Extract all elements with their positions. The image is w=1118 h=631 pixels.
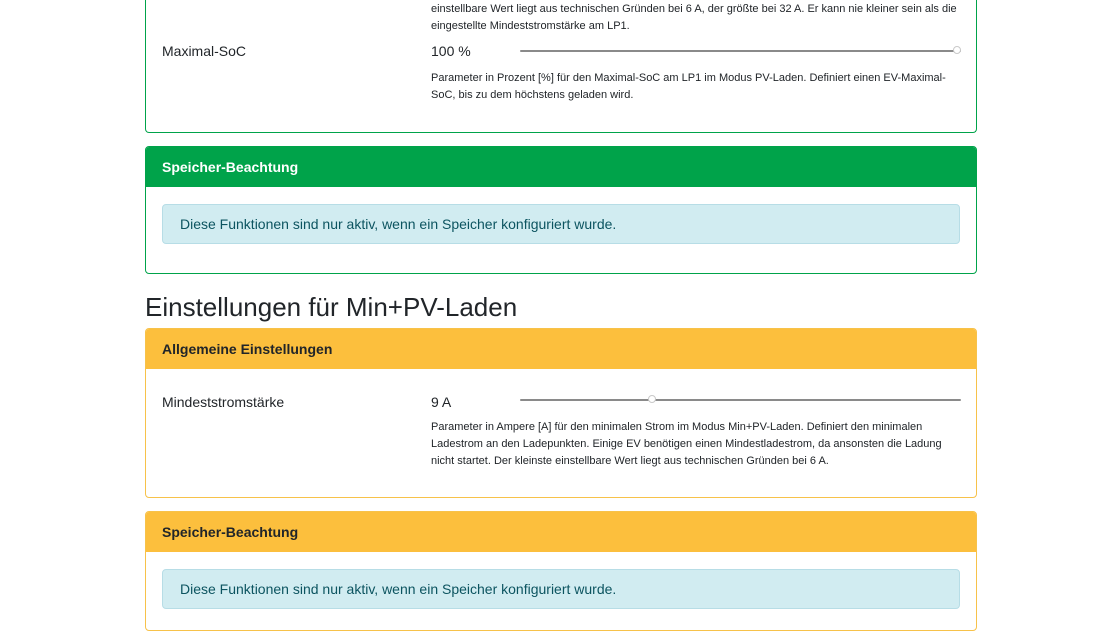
max-soc-slider[interactable] — [520, 45, 961, 57]
max-soc-value: 100 % — [431, 43, 471, 59]
max-soc-help: Parameter in Prozent [%] für den Maximal-SoC am LP1 im Modus PV-Laden. Definiert einen EV-Maximal-SoC, bis zu dem höchstens geladen wird. — [431, 72, 946, 101]
max-soc-slider-thumb[interactable] — [953, 46, 961, 54]
max-soc-label: Maximal-SoC — [162, 43, 247, 59]
min-current-slider-track — [520, 399, 961, 401]
minpv-section-title: Einstellungen für Min+PV-Laden — [145, 292, 518, 322]
content — [145, 0, 977, 614]
pv-settings-card — [145, 0, 977, 133]
minpv-general-card — [145, 328, 977, 498]
min-current-slider-thumb[interactable] — [648, 395, 656, 403]
min-current-help: Parameter in Ampere [A] für den minimalen Strom im Modus Min+PV-Laden. Definiert den minimalen Ladestrom an den Ladepunkten. Einige EV benötigen einen Mindestladestrom, da ansonsten die Ladung nicht startet. Der kleinste einstellbare Wert liegt aus technischen Gründen bei 6 A. — [431, 421, 942, 467]
pv-storage-header: Speicher-Beachtung — [146, 147, 976, 187]
pv-storage-card — [145, 146, 977, 274]
pv-current-help: einstellbare Wert liegt aus technischen Gründen bei 6 A, der größte bei 32 A. Er kann nie kleiner sein als die eingestellte Mindeststromstärke am LP1. — [431, 3, 957, 32]
pv-storage-alert: Diese Funktionen sind nur aktiv, wenn ein Speicher konfiguriert wurde. — [162, 204, 960, 244]
minpv-storage-alert: Diese Funktionen sind nur aktiv, wenn ein Speicher konfiguriert wurde. — [162, 569, 960, 609]
min-current-slider[interactable] — [520, 394, 961, 406]
max-soc-slider-track — [520, 50, 961, 52]
min-current-label: Mindeststromstärke — [162, 394, 285, 410]
minpv-storage-header: Speicher-Beachtung — [146, 512, 976, 552]
minpv-storage-card — [145, 511, 977, 631]
minpv-general-header: Allgemeine Einstellungen — [146, 329, 976, 369]
min-current-value: 9 A — [431, 394, 452, 410]
